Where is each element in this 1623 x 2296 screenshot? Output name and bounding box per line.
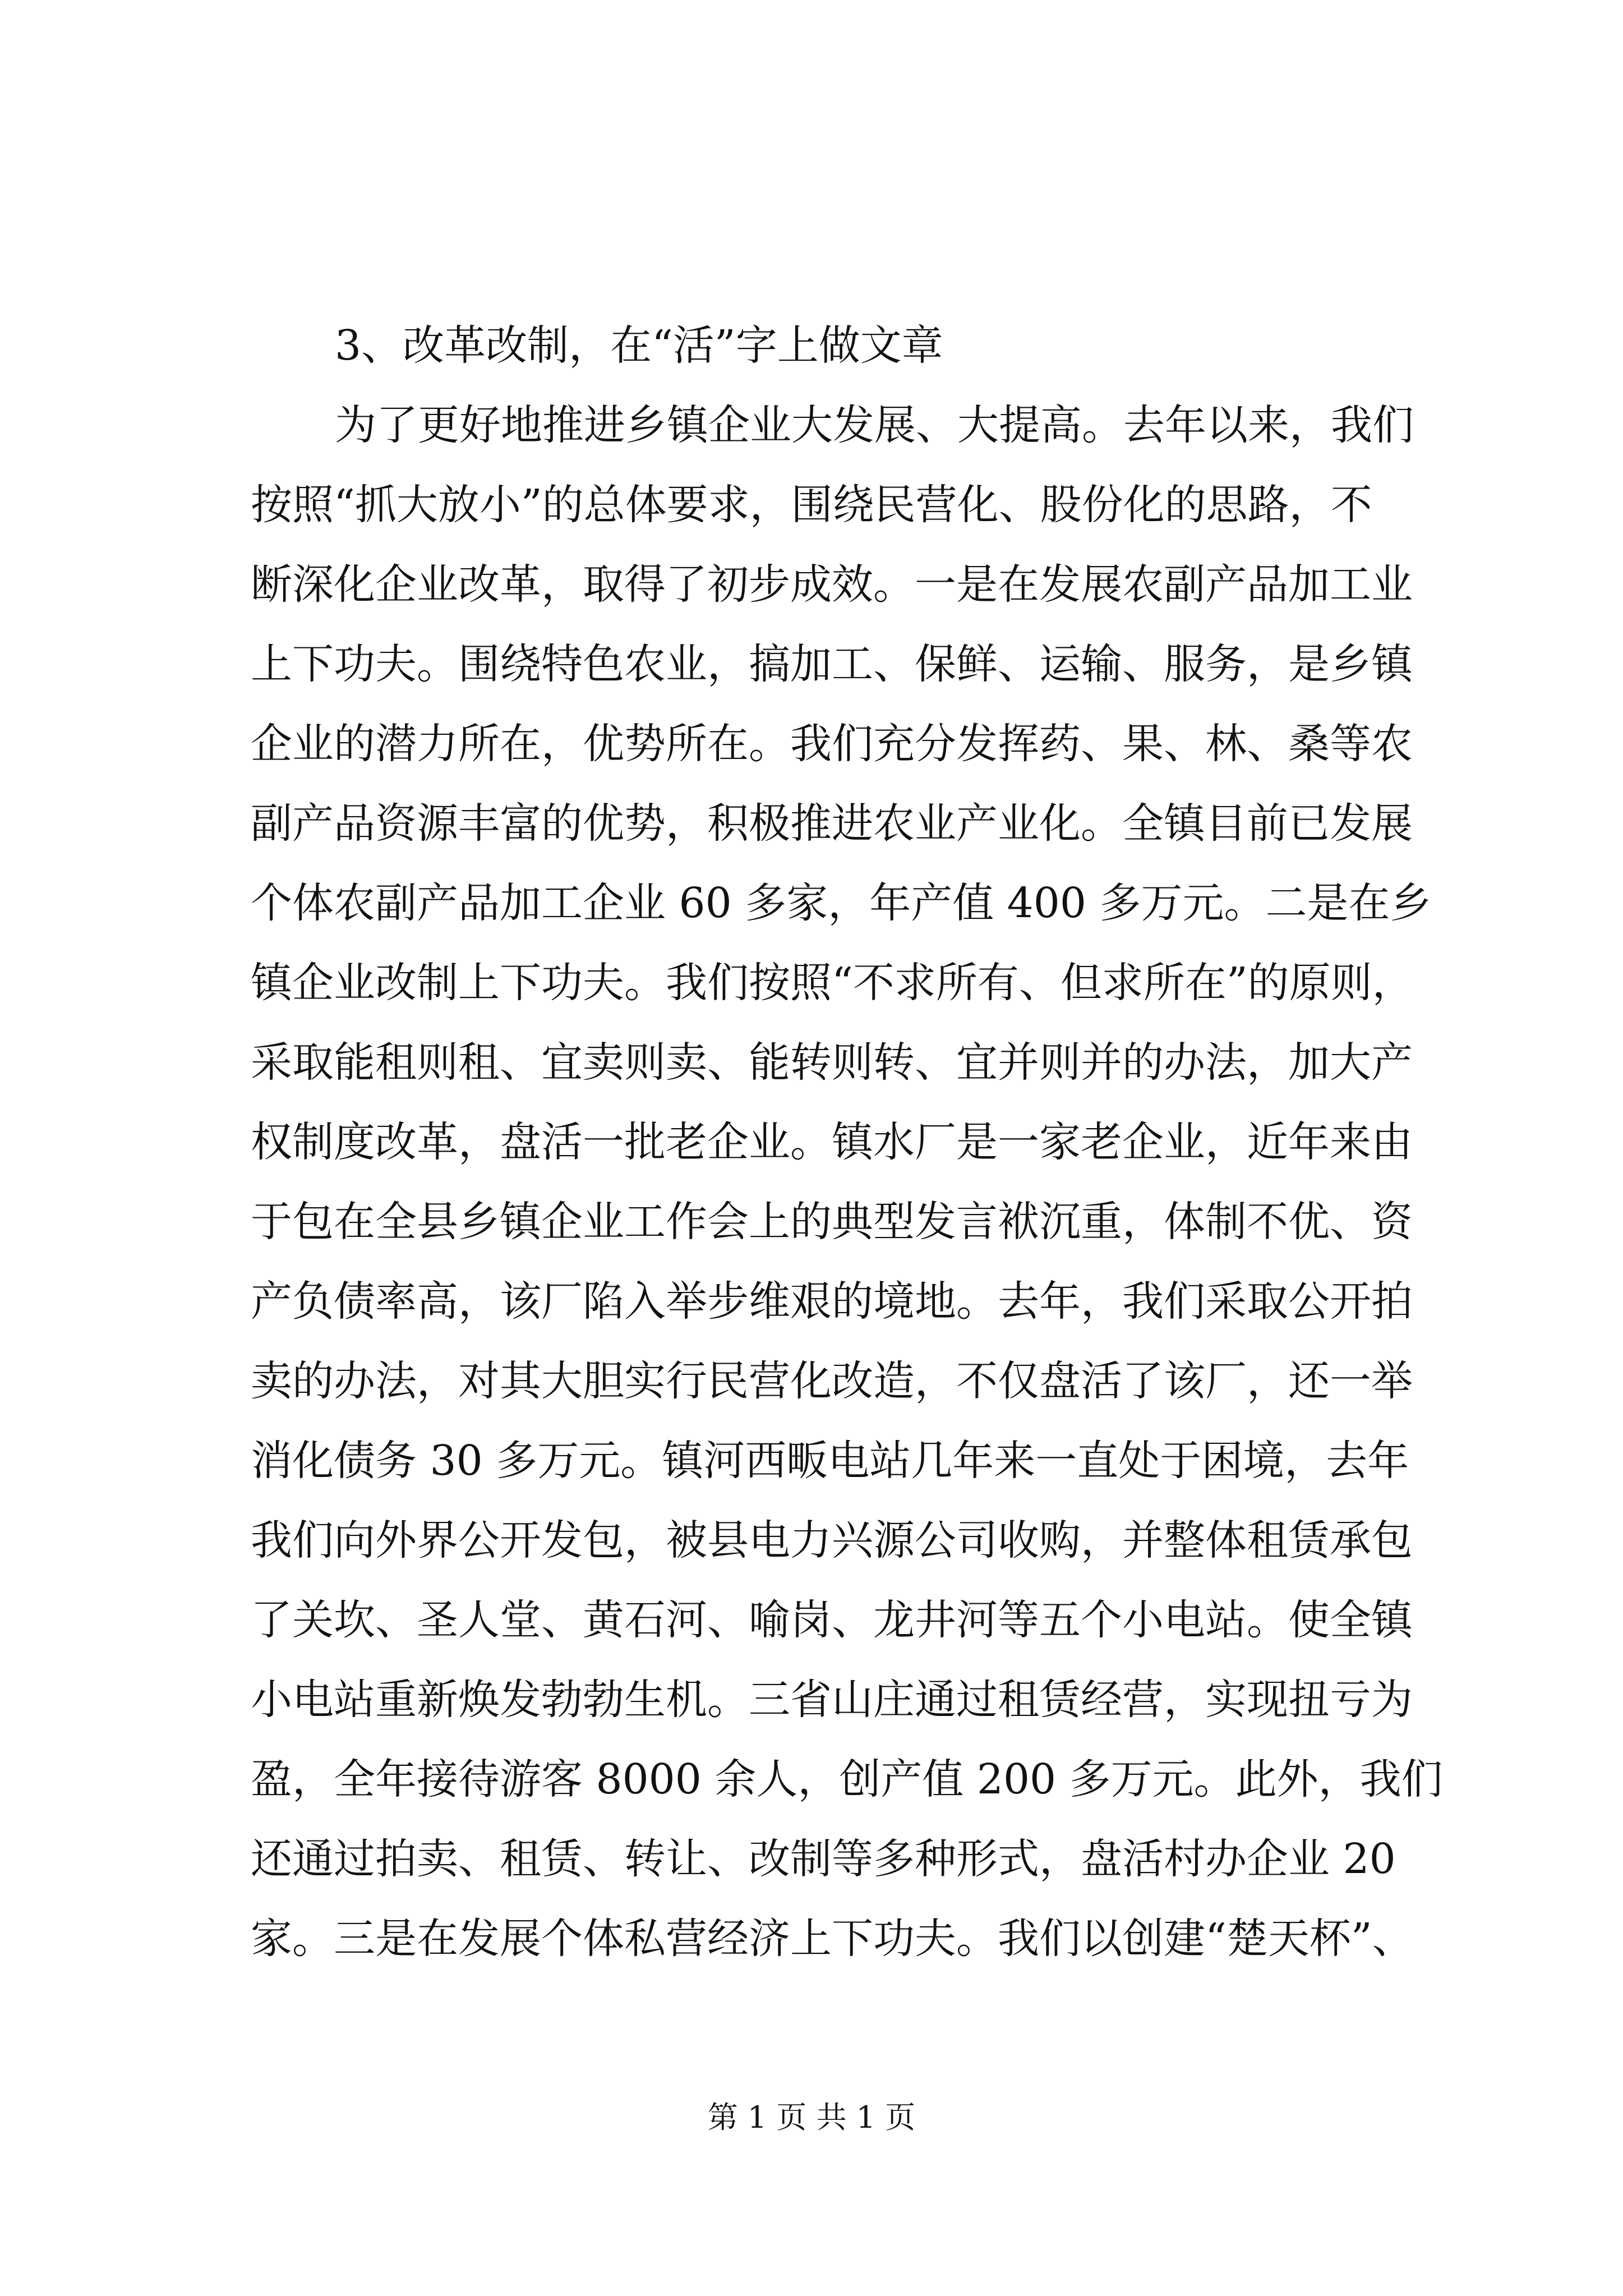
paragraph-line: 采取能租则租、宜卖则卖、能转则转、宜并则并的办法，加大产 (251, 1038, 1413, 1087)
paragraph-line: 权制度改革，盘活一批老企业。镇水厂是一家老企业，近年来由 (251, 1118, 1413, 1166)
paragraph-line: 企业的潜力所在，优势所在。我们充分发挥药、果、林、桑等农 (251, 720, 1413, 768)
paragraph-line: 于包在全县乡镇企业工作会上的典型发言袱沉重，体制不优、资 (251, 1198, 1413, 1246)
paragraph-line: 家。三是在发展个体私营经济上下功夫。我们以创建“楚天杯”、 (251, 1915, 1414, 1963)
paragraph-line: 副产品资源丰富的优势，积极推进农业产业化。全镇目前已发展 (251, 799, 1413, 848)
paragraph-line: 卖的办法，对其大胆实行民营化改造，不仅盘活了该厂，还一举 (251, 1357, 1413, 1405)
document-body (251, 306, 1456, 1978)
paragraph-line: 我们向外界公开发包，被县电力兴源公司收购，并整体租赁承包 (251, 1516, 1413, 1565)
paragraph-line: 还通过拍卖、租赁、转让、改制等多种形式，盘活村办企业 20 (251, 1835, 1396, 1883)
paragraph-line: 个体农副产品加工企业 60 多家，年产值 400 多万元。二是在乡 (251, 879, 1432, 927)
paragraph-line: 上下功夫。围绕特色农业，搞加工、保鲜、运输、服务，是乡镇 (251, 640, 1413, 688)
paragraph-line: 镇企业改制上下功夫。我们按照“不求所有、但求所在”的原则， (251, 959, 1414, 1007)
paragraph-line: 按照“抓大放小”的总体要求，围绕民营化、股份化的思路，不 (251, 481, 1372, 529)
paragraph-line: 为了更好地推进乡镇企业大发展、大提高。去年以来，我们 (335, 401, 1414, 449)
section-heading: 3、改革改制，在“活”字上做文章 (335, 321, 943, 370)
paragraph-line: 产负债率高，该厂陷入举步维艰的境地。去年，我们采取公开拍 (251, 1277, 1413, 1326)
paragraph-line: 断深化企业改革，取得了初步成效。一是在发展农副产品加工业 (251, 560, 1413, 609)
paragraph-line: 消化债务 30 多万元。镇河西畈电站几年来一直处于困境，去年 (251, 1437, 1409, 1485)
page-footer: 第 1 页 共 1 页 (707, 2100, 916, 2135)
paragraph-line: 了关坎、圣人堂、黄石河、喻岗、龙井河等五个小电站。使全镇 (251, 1596, 1413, 1644)
paragraph-line: 小电站重新焕发勃勃生机。三省山庄通过租赁经营，实现扭亏为 (251, 1676, 1413, 1724)
paragraph-line: 盈，全年接待游客 8000 余人，创产值 200 多万元。此外，我们 (251, 1755, 1443, 1803)
